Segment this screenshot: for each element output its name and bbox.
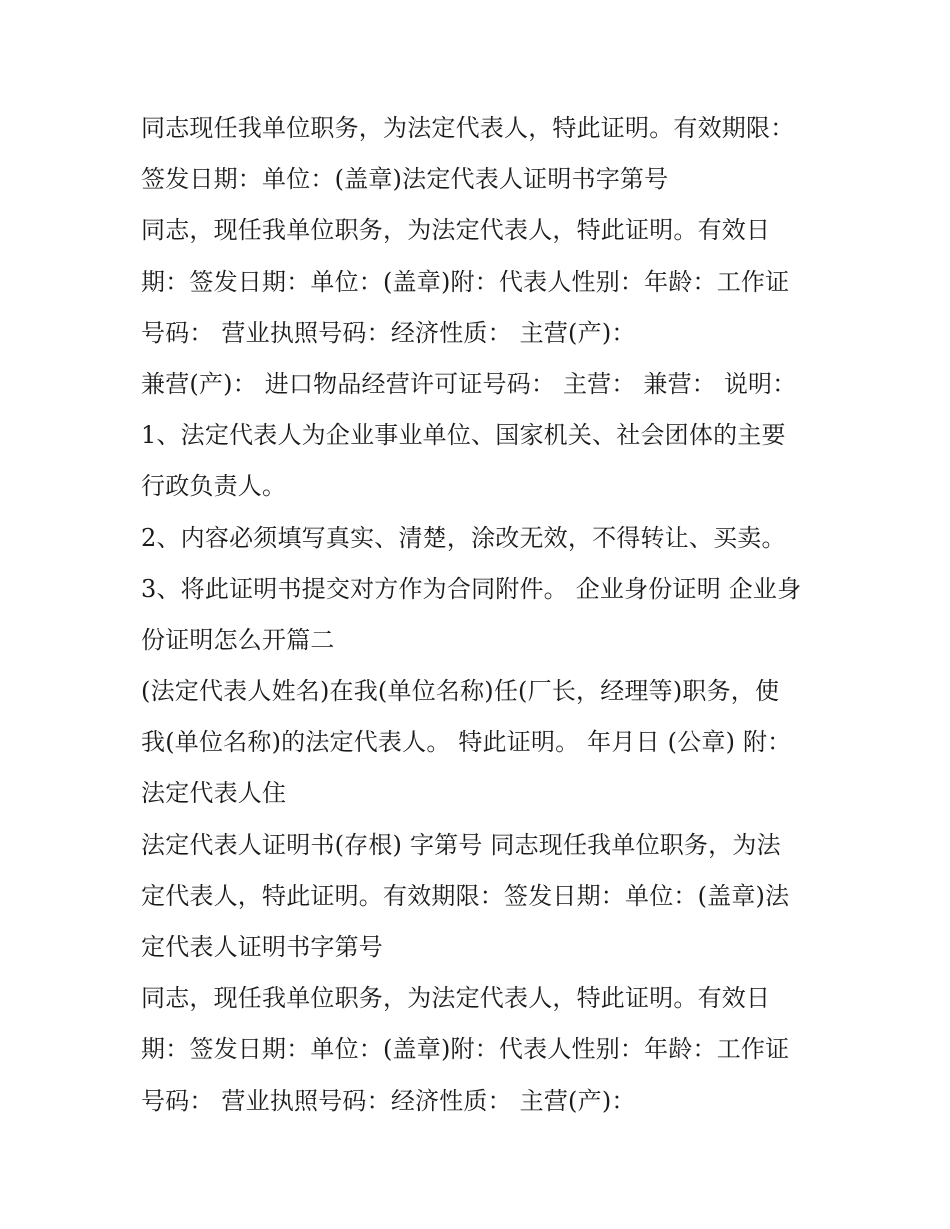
text-line: 定代表人，特此证明。有效期限：签发日期：单位：(盖章)法 <box>141 881 790 910</box>
text-line: 同志现任我单位职务，为法定代表人，特此证明。有效期限： <box>141 114 795 142</box>
text-line: 3、将此证明书提交对方作为合同附件。 企业身份证明 企业身 <box>141 574 802 603</box>
text-line: 期：签发日期：单位：(盖章)附：代表人性别：年龄：工作证 <box>141 267 790 296</box>
text-line: (法定代表人姓名)在我(单位名称)任(厂长，经理等)职务，使 <box>141 677 780 706</box>
text-line: 同志，现任我单位职务，为法定代表人，特此证明。有效日 <box>141 216 771 245</box>
text-line: 同志，现任我单位职务，为法定代表人，特此证明。有效日 <box>141 984 771 1013</box>
text-line: 号码： 营业执照号码：经济性质： 主营(产)： <box>141 1086 636 1115</box>
text-line: 2、内容必须填写真实、清楚，涂改无效，不得转让、买卖。 <box>141 523 786 552</box>
text-line: 签发日期：单位：(盖章)法定代表人证明书字第号 <box>141 165 669 194</box>
document-body <box>141 103 841 1127</box>
text-line: 定代表人证明书字第号 <box>141 933 383 961</box>
text-line: 份证明怎么开篇二 <box>141 625 335 654</box>
text-line: 兼营(产)： 进口物品经营许可证号码： 主营： 兼营： 说明： <box>141 369 797 398</box>
text-line: 我(单位名称)的法定代表人。 特此证明。 年月日 (公章) 附： <box>141 728 792 757</box>
text-line: 法定代表人证明书(存根) 字第号 同志现任我单位职务，为法 <box>141 830 781 859</box>
text-line: 行政负责人。 <box>141 472 287 501</box>
text-line: 号码： 营业执照号码：经济性质： 主营(产)： <box>141 318 636 347</box>
text-line: 1、法定代表人为企业事业单位、国家机关、社会团体的主要 <box>141 421 786 450</box>
text-line: 法定代表人住 <box>141 779 287 808</box>
text-line: 期：签发日期：单位：(盖章)附：代表人性别：年龄：工作证 <box>141 1035 790 1064</box>
